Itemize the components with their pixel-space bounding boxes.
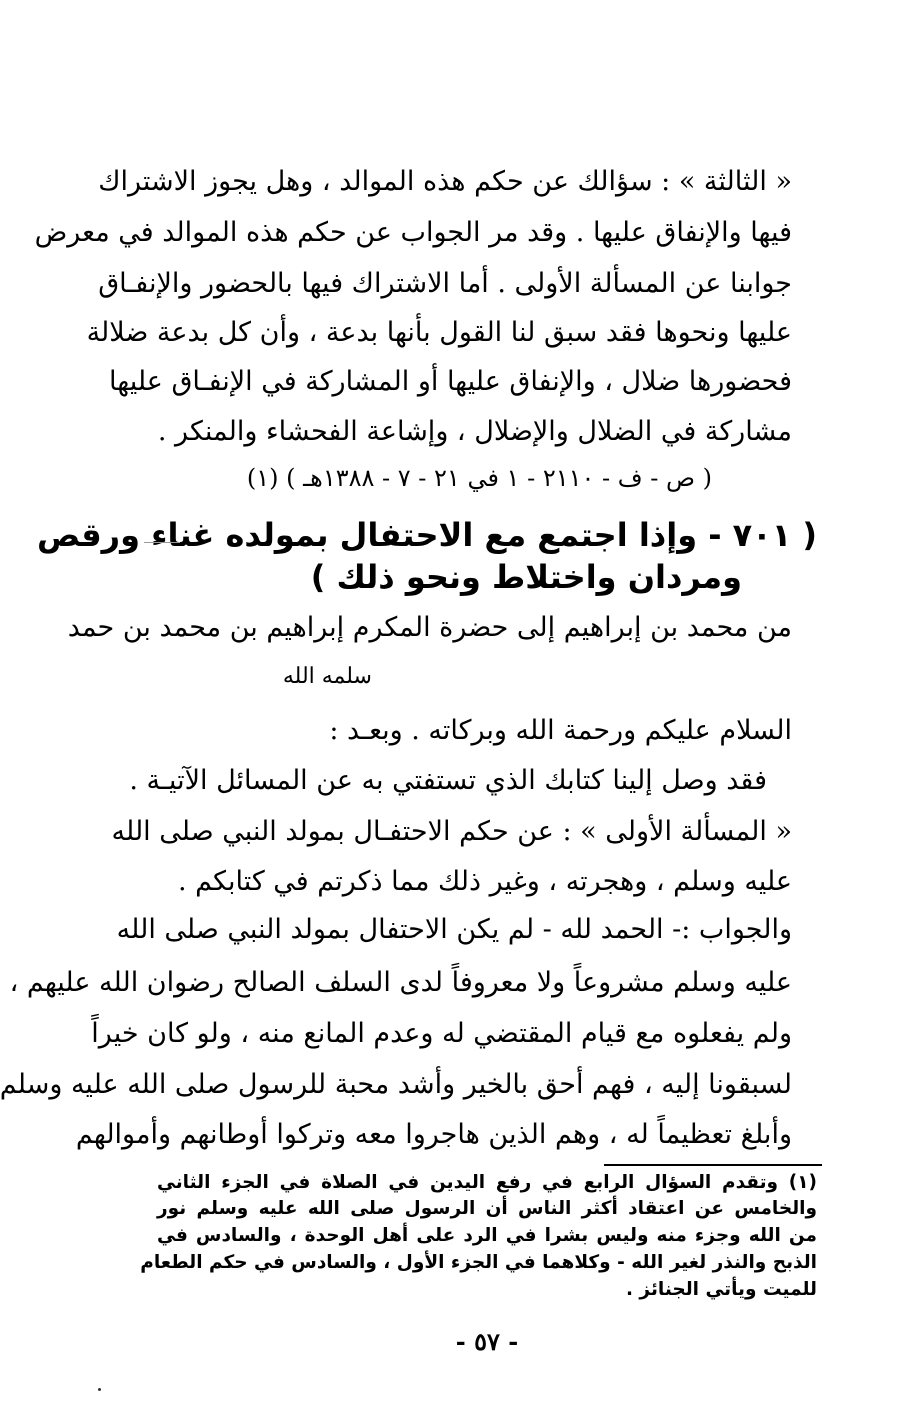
text-line: « المسألة الأولى » : عن حكم الاحتفـال بمولد النبي صلى الله: [111, 816, 792, 847]
text-line: لسبقونا إليه ، فهم أحق بالخير وأشد محبة للرسول صلى الله عليه وسلم: [0, 1069, 792, 1100]
text-line: فقد وصل إلينا كتابك الذي تستفتي به عن المسائل الآتيـة .: [129, 765, 767, 796]
footnote-line: الذبح والنذر لغير الله - وكلاهما في الجزء الأول ، والسادس في حكم الطعام: [140, 1252, 817, 1273]
text-line: السلام عليكم ورحمة الله وبركاته . وبعـد :: [329, 715, 792, 746]
heading-line-2: ومردان واختلاط ونحو ذلك ): [310, 558, 742, 596]
text-line: عليه وسلم مشروعاً ولا معروفاً لدى السلف الصالح رضوان الله عليهم ،: [9, 967, 792, 998]
footnote-line: للميت ويأتي الجنائز .: [625, 1279, 817, 1300]
footnote-line: (١) وتقدم السؤال الرابع في رفع اليدين في الصلاة في الجزء الثاني: [157, 1172, 817, 1193]
text-line: فحضورها ضلال ، والإنفاق عليها أو المشاركة في الإنفـاق عليها: [109, 366, 792, 397]
footnote-line: من الله وجزء منه وليس بشرا في الرد على أهل الوحدة ، والسادس في: [157, 1225, 817, 1246]
text-line: فيها والإنفاق عليها . وقد مر الجواب عن حكم هذه الموالد في معرض: [34, 217, 792, 248]
margin-rule: [144, 542, 180, 543]
text-line: وأبلغ تعظيماً له ، وهم الذين هاجروا معه وتركوا أوطانهم وأموالهم: [75, 1119, 792, 1150]
text-line: مشاركة في الضلال والإضلال ، وإشاعة الفحشاء والمنكر .: [157, 416, 792, 447]
text-line: جوابنا عن المسألة الأولى . أما الاشتراك فيها بالحضور والإنفـاق: [98, 268, 792, 299]
text-line: ولم يفعلوه مع قيام المقتضي له وعدم المانع منه ، ولو كان خيراً: [91, 1018, 792, 1049]
text-line: عليها ونحوها فقد سبق لنا القول بأنها بدعة ، وأن كل بدعة ضلالة: [86, 317, 792, 348]
text-line: والجواب :- الحمد لله - لم يكن الاحتفال بمولد النبي صلى الله: [116, 914, 792, 945]
scan-speck: [98, 1388, 101, 1391]
text-line: عليه وسلم ، وهجرته ، وغير ذلك مما ذكرتم في كتابكم .: [177, 866, 792, 897]
text-line: سلمه الله: [282, 664, 372, 689]
text-line: من محمد بن إبراهيم إلى حضرة المكرم إبراهيم بن محمد بن حمد: [67, 612, 792, 643]
reference-line: ( ص - ف - ٢١١٠ - ١ في ٢١ - ٧ - ١٣٨٨هـ ) (١): [246, 464, 712, 492]
footnote-rule: [604, 1164, 822, 1166]
page-number: - ٥٧ -: [455, 1327, 519, 1356]
text-line: « الثالثة » : سؤالك عن حكم هذه الموالد ، وهل يجوز الاشتراك: [98, 166, 792, 197]
footnote-line: والخامس عن اعتقاد أكثر الناس أن الرسول صلى الله عليه وسلم نور: [157, 1198, 817, 1219]
heading-line-1: ( ٧٠١ - وإذا اجتمع مع الاحتفال بمولده غناء ورقص: [37, 516, 817, 554]
